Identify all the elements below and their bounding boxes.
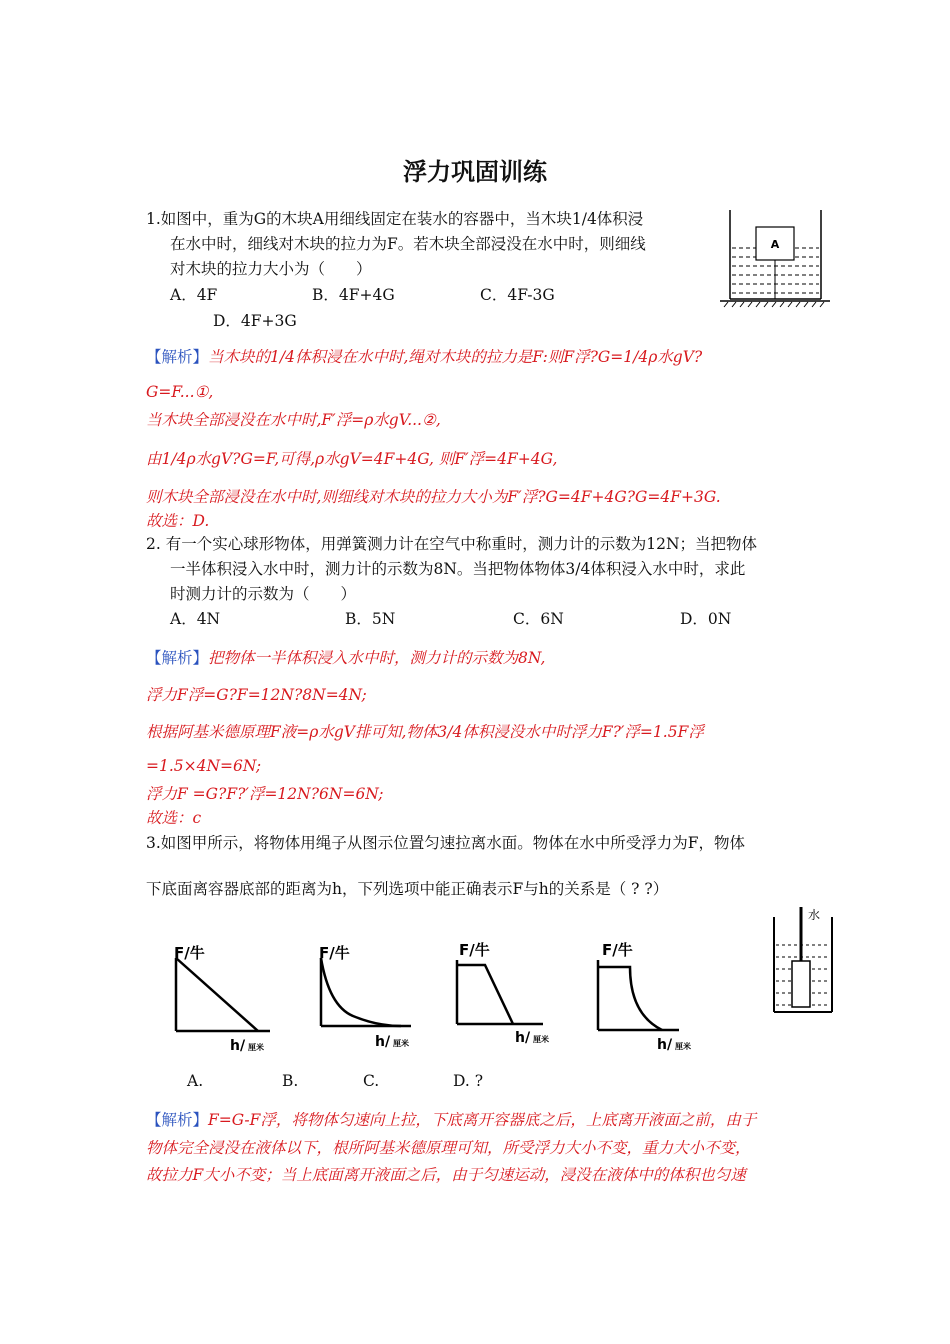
- a1-line3: 当木块全部浸没在水中时,F′浮=ρ水gV...②,: [146, 411, 441, 429]
- a2-line5: 浮力F =G?F?′浮=12N?6N=6N;: [146, 785, 384, 803]
- q2-option-c: C．6N: [513, 610, 564, 628]
- graph-d-xlabel: h/: [657, 1037, 673, 1053]
- graph-b-xunit: 厘米: [393, 1039, 409, 1048]
- graph-c-xunit: 厘米: [533, 1035, 549, 1044]
- q1-line3: 对木块的拉力大小为（ ）: [170, 260, 372, 278]
- graph-label-a: A.: [187, 1072, 204, 1090]
- a2-line2: 浮力F浮=G?F=12N?8N=4N;: [146, 686, 367, 704]
- graph-c: [443, 938, 578, 1053]
- analysis-tag: 【解析】: [146, 348, 209, 366]
- graph-c-xlabel: h/: [515, 1030, 531, 1046]
- graph-label-c: C.: [363, 1072, 380, 1090]
- a1-line6: 故选：D.: [146, 512, 210, 530]
- a3-line3: 故拉力F大小不变；当上底面离开液面之后，由于匀速运动，浸没在液体中的体积也匀速: [146, 1166, 746, 1184]
- graph-b-xlabel: h/: [375, 1034, 391, 1050]
- graph-a-ylabel: F/牛: [174, 944, 205, 962]
- q2-option-a: A．4N: [170, 610, 221, 628]
- graph-d: [584, 938, 719, 1053]
- q1-option-b: B．4F+4G: [312, 286, 395, 304]
- q1-line1: 1.如图中，重为G的木块A用细线固定在装水的容器中，当木块1/4体积浸: [146, 210, 644, 228]
- analysis-tag: 【解析】: [146, 1111, 209, 1129]
- q1-option-d: D．4F+3G: [213, 312, 297, 330]
- q1-option-c: C．4F-3G: [480, 286, 555, 304]
- graph-b-ylabel: F/牛: [319, 944, 350, 962]
- a1-line1: 【解析】当木块的1/4体积浸在水中时,绳对木块的拉力是F:则F浮?G=1/4ρ水gV?: [146, 348, 703, 366]
- a2-line4: =1.5×4N=6N;: [146, 757, 262, 775]
- graph-a: [160, 938, 295, 1053]
- page-title: 浮力巩固训练: [403, 157, 547, 186]
- a1-line5: 则木块全部浸没在水中时,则细线对木块的拉力大小为F′浮?G=4F+4G?G=4F+3G.: [146, 488, 721, 506]
- q1-option-a: A．4F: [170, 286, 218, 304]
- a2-line6: 故选：c: [146, 809, 202, 827]
- graph-b: [303, 938, 438, 1053]
- graph-label-d: D. ?: [453, 1072, 484, 1090]
- a2-line3: 根据阿基米德原理F液=ρ水gV排可知,物体3/4体积浸没水中时浮力F?′浮=1.5F浮: [146, 723, 704, 741]
- q2-line3: 时测力计的示数为（ ）: [170, 585, 357, 603]
- q3-line1: 3.如图甲所示，将物体用绳子从图示位置匀速拉离水面。物体在水中所受浮力为F，物体: [146, 834, 746, 852]
- block-a-label: A: [770, 238, 780, 251]
- analysis-tag: 【解析】: [146, 649, 209, 667]
- a3-line2: 物体完全浸没在液体以下，根所阿基米德原理可知，所受浮力大小不变，重力大小不变，: [146, 1139, 751, 1157]
- graph-label-b: B.: [282, 1072, 299, 1090]
- q2-line1: 2. 有一个实心球形物体，用弹簧测力计在空气中称重时，测力计的示数为12N；当把物体: [146, 535, 758, 553]
- q3-line2: 下底面离容器底部的距离为h，下列选项中能正确表示F与h的关系是（ ? ?）: [146, 880, 669, 898]
- graph-c-ylabel: F/牛: [459, 941, 490, 959]
- a3-line1: 【解析】F=G-F浮，将物体匀速向上拉，下底离开容器底之后，上底离开液面之前，由于: [146, 1111, 757, 1129]
- a1-line2: G=F...①,: [146, 383, 214, 401]
- q2-option-d: D．0N: [680, 610, 732, 628]
- q1-line2: 在水中时，细线对木块的拉力为F。若木块全部浸没在水中时，则细线: [170, 235, 646, 253]
- graph-a-xunit: 厘米: [248, 1043, 264, 1052]
- graph-d-ylabel: F/牛: [602, 941, 633, 959]
- q3-container-figure: [768, 905, 838, 1015]
- graph-a-xlabel: h/: [230, 1038, 246, 1053]
- water-label: 水: [808, 908, 821, 922]
- q2-option-b: B．5N: [345, 610, 396, 628]
- graph-d-xunit: 厘米: [675, 1042, 691, 1051]
- q1-container-figure: [718, 205, 830, 311]
- a2-line1: 【解析】把物体一半体积浸入水中时，测力计的示数为8N,: [146, 649, 546, 667]
- q2-line2: 一半体积浸入水中时，测力计的示数为8N。当把物体物体3/4体积浸入水中时，求此: [170, 560, 746, 578]
- a1-line4: 由1/4ρ水gV?G=F,可得,ρ水gV=4F+4G, 则F′浮=4F+4G,: [146, 450, 558, 468]
